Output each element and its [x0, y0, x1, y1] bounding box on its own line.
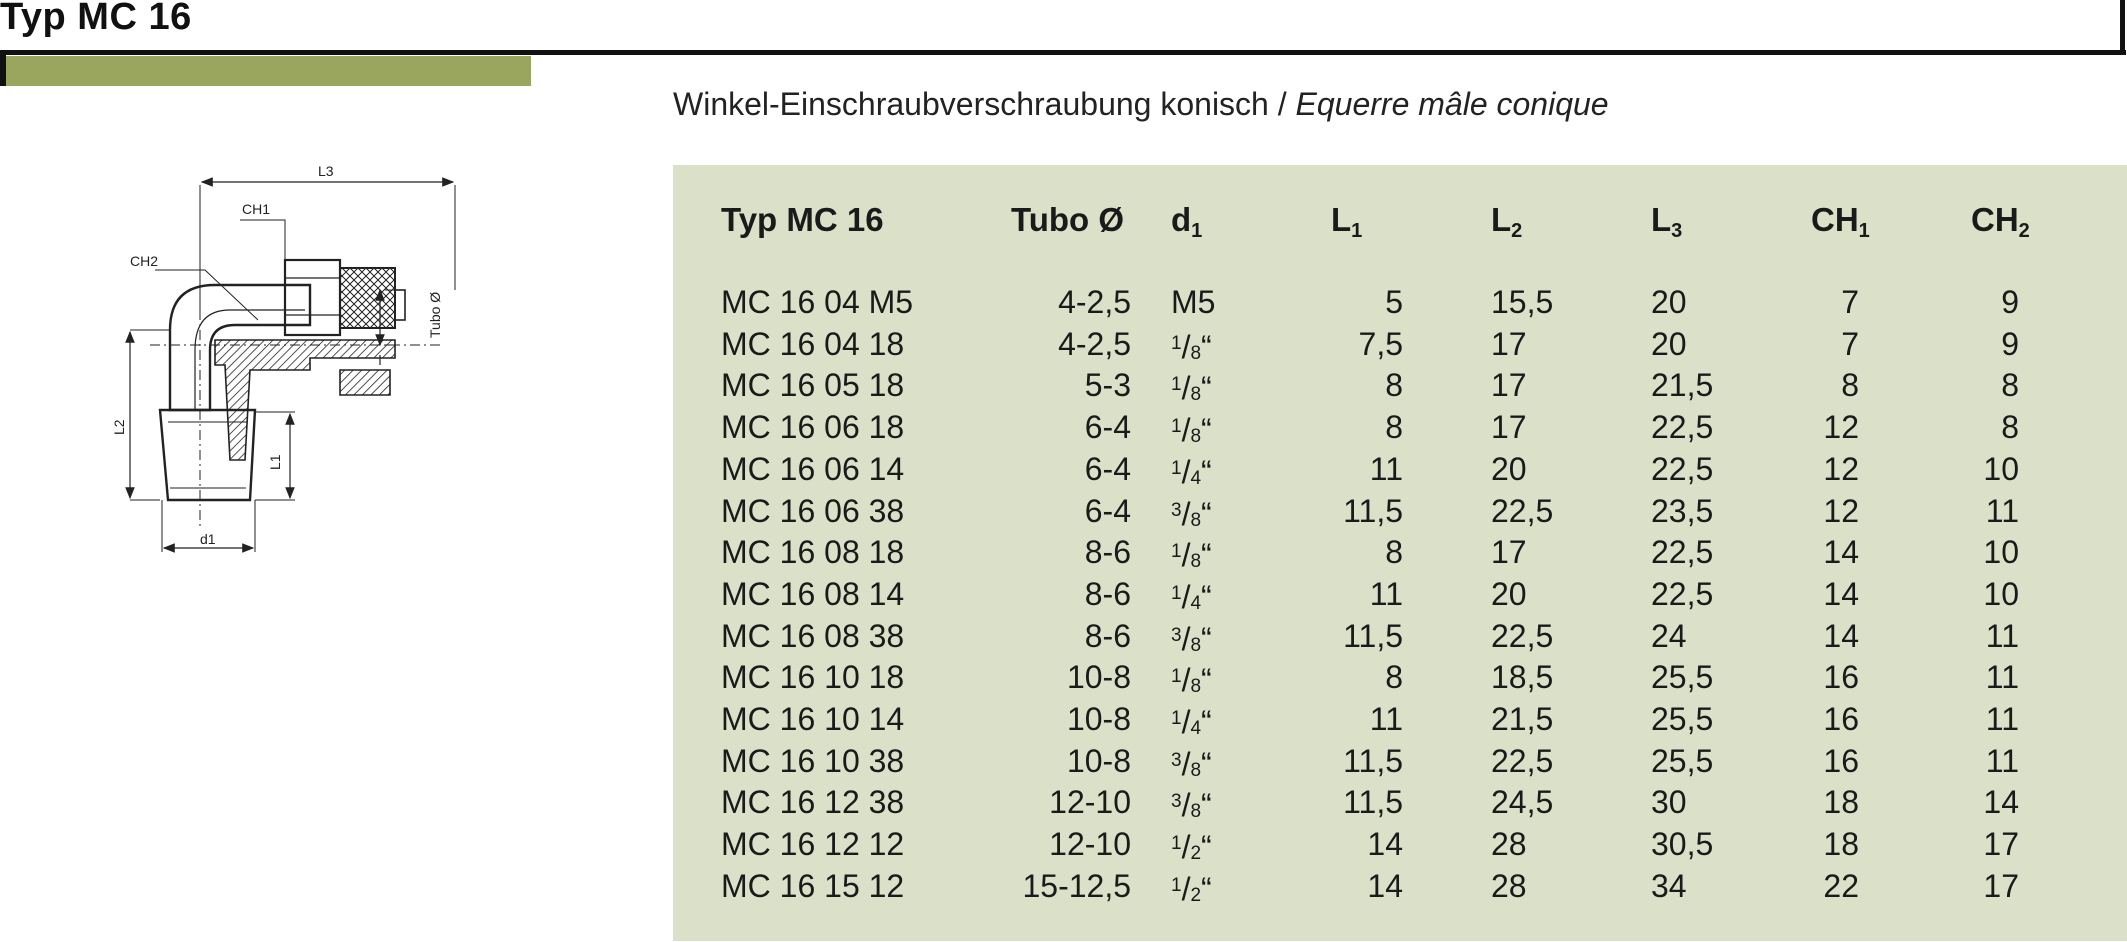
table-cell-l1: 5: [1385, 284, 1403, 320]
table-cell-d1: M5: [1171, 284, 1216, 320]
table-cell-typ: MC 16 06 14: [721, 450, 905, 487]
subtitle: [673, 86, 1609, 123]
thread-size-fraction: $^1$/4“: [1171, 578, 1212, 615]
table-cell-l3: 23,5: [1651, 492, 1714, 529]
table-cell-typ: MC 16 08 18: [721, 534, 905, 571]
table-cell-l3: 22,5: [1651, 450, 1714, 487]
thread-size-fraction: $^3$/8“: [1171, 787, 1212, 824]
table-cell-l2: 24,5: [1491, 784, 1554, 821]
table-cell-l1: 11,5: [1343, 492, 1403, 529]
table-cell-l2: 20: [1491, 450, 1527, 487]
table-cell-ch2: 9: [2001, 284, 2019, 320]
table-cell-ch1: 16: [1823, 742, 1859, 779]
table-cell-typ: MC 16 12 12: [721, 826, 905, 863]
table-cell-l1: 14: [1367, 826, 1403, 863]
table-cell-typ: MC 16 15 12: [721, 867, 905, 904]
table-cell-ch2: 11: [1985, 617, 2019, 654]
table-cell-l3: 20: [1651, 284, 1687, 320]
thread-size-fraction: $^3$/8“: [1171, 495, 1212, 532]
table-cell-l2: 15,5: [1491, 284, 1554, 320]
thread-size-fraction: $^1$/2“: [1171, 829, 1212, 866]
table-cell-tubo: 6-4: [1084, 450, 1131, 487]
thread-size-fraction: $^1$/2“: [1171, 870, 1212, 907]
table-cell-l1: 8: [1385, 659, 1403, 696]
table-cell-l3: 25,5: [1651, 701, 1714, 737]
table-cell-tubo: 6-4: [1084, 492, 1131, 529]
table-cell-ch2: 17: [1983, 867, 2019, 904]
table-cell-ch2: 8: [2001, 409, 2019, 446]
table-cell-l2: 22,5: [1491, 617, 1554, 654]
table-cell-typ: MC 16 10 14: [721, 701, 905, 737]
table-cell-l3: 24: [1651, 617, 1687, 654]
table-cell-l1: 11,5: [1343, 784, 1403, 821]
subtitle-separator: /: [1268, 86, 1296, 122]
table-cell-tubo: 8-6: [1084, 534, 1131, 571]
table-cell-ch1: 7: [1841, 325, 1859, 362]
column-header: [1651, 200, 1682, 251]
table-cell-typ: MC 16 08 14: [721, 575, 905, 612]
table-cell-l2: 17: [1491, 534, 1527, 571]
table-cell-ch2: 9: [2001, 325, 2019, 362]
ch2-label: CH2: [130, 253, 159, 269]
table-cell-typ: MC 16 06 38: [721, 492, 905, 529]
table-cell-l2: 18,5: [1491, 659, 1554, 696]
table-cell-tubo: 8-6: [1084, 617, 1131, 654]
page-title: Typ MC 16: [0, 0, 192, 38]
table-cell-ch1: 16: [1823, 701, 1859, 737]
column-header-text: L: [1331, 201, 1352, 238]
table-cell-tubo: 5-3: [1084, 367, 1131, 404]
table-cell-l1: 11: [1369, 450, 1403, 487]
thread-size-fraction: $^1$/8“: [1171, 537, 1212, 574]
table-cell-ch1: 22: [1823, 867, 1859, 904]
table-cell-ch2: 11: [1985, 492, 2019, 529]
table-cell-ch2: 10: [1983, 534, 2019, 571]
column-header: [1971, 200, 2030, 251]
thread-size-fraction: $^3$/8“: [1171, 620, 1212, 657]
table-cell-ch1: 14: [1823, 534, 1859, 571]
fitting-drawing: [111, 160, 530, 580]
table-cell-l3: 30,5: [1651, 826, 1714, 863]
table-cell-typ: MC 16 06 18: [721, 409, 905, 446]
table-cell-typ: MC 16 04 M5: [721, 284, 914, 320]
table-cell-tubo: 10-8: [1066, 742, 1131, 779]
table-cell-typ: MC 16 10 18: [721, 659, 905, 696]
table-cell-l1: 8: [1385, 534, 1403, 571]
l2-label: L2: [111, 419, 127, 435]
table-cell-ch1: 14: [1823, 617, 1859, 654]
column-header-text: d: [1171, 201, 1192, 238]
table-cell-tubo: 15-12,5: [1022, 867, 1131, 904]
table-cell-ch2: 11: [1985, 701, 2019, 737]
table-cell-ch2: 10: [1983, 575, 2019, 612]
table-cell-l1: 11,5: [1343, 742, 1403, 779]
table-cell-l1: 8: [1385, 409, 1403, 446]
table-cell-l3: 21,5: [1651, 367, 1714, 404]
column-header-text: L: [1491, 201, 1512, 238]
table-cell-ch2: 10: [1983, 450, 2019, 487]
thread-size-fraction: $^1$/4“: [1171, 453, 1212, 490]
column-header-subscript: 2: [1511, 220, 1523, 242]
table-cell-l3: 22,5: [1651, 409, 1714, 446]
table-cell-l1: 11: [1369, 701, 1403, 737]
table-cell-ch1: 18: [1823, 784, 1859, 821]
header-rule: [4, 50, 2126, 55]
column-header-subscript: 1: [1191, 220, 1203, 242]
table-cell-ch2: 17: [1983, 826, 2019, 863]
table-cell-tubo: 4-2,5: [1058, 284, 1131, 320]
table-cell-ch2: 14: [1983, 784, 2019, 821]
table-cell-ch1: 12: [1823, 450, 1859, 487]
l1-label: L1: [267, 454, 283, 470]
table-cell-ch1: 7: [1841, 284, 1859, 320]
column-header-subscript: 1: [1858, 220, 1870, 242]
header-rule-right: [2120, 0, 2125, 55]
table-cell-ch1: 16: [1823, 659, 1859, 696]
table-cell-typ: MC 16 12 38: [721, 784, 905, 821]
column-header-text: CH: [1971, 201, 2019, 238]
column-header-text: Tubo Ø: [1011, 201, 1125, 238]
table-cell-l3: 30: [1651, 784, 1687, 821]
table-cell-ch2: 11: [1985, 742, 2019, 779]
d1-label: d1: [200, 531, 216, 547]
table-cell-l2: 28: [1491, 826, 1527, 863]
table-cell-ch2: 8: [2001, 367, 2019, 404]
column-header: [721, 200, 884, 240]
column-header: [1331, 200, 1362, 251]
table-cell-ch1: 12: [1823, 409, 1859, 446]
column-header-text: CH: [1811, 201, 1859, 238]
table-cell-typ: MC 16 04 18: [721, 325, 905, 362]
table-cell-l1: 11,5: [1343, 617, 1403, 654]
table-cell-tubo: 10-8: [1066, 701, 1131, 737]
accent-bar: [6, 56, 531, 86]
thread-size-fraction: $^1$/8“: [1171, 662, 1212, 699]
subtitle-fr: Equerre mâle conique: [1295, 86, 1609, 122]
table-cell-tubo: 10-8: [1066, 659, 1131, 696]
column-header-subscript: 3: [1671, 220, 1683, 242]
l3-label: L3: [318, 163, 334, 179]
table-cell-l1: 7,5: [1358, 325, 1403, 362]
column-header-text: L: [1651, 201, 1672, 238]
table-cell-l2: 20: [1491, 575, 1527, 612]
table-cell-tubo: 12-10: [1049, 826, 1131, 863]
table-cell-ch1: 8: [1841, 367, 1859, 404]
table-cell-l3: 22,5: [1651, 534, 1714, 571]
table-cell-l2: 22,5: [1491, 742, 1554, 779]
table-cell-tubo: 4-2,5: [1058, 325, 1131, 362]
table-cell-ch1: 12: [1823, 492, 1859, 529]
subtitle-de: Winkel-Einschraubverschraubung konisch: [673, 86, 1269, 122]
thread-size-fraction: $^1$/8“: [1171, 328, 1212, 365]
table-cell-l3: 20: [1651, 325, 1687, 362]
table-cell-l2: 28: [1491, 867, 1527, 904]
column-header: [1171, 200, 1202, 251]
table-cell-d1: [1171, 866, 1251, 916]
table-cell-tubo: 8-6: [1084, 575, 1131, 612]
thread-size-fraction: $^1$/8“: [1171, 412, 1212, 449]
column-header-subscript: 2: [2018, 220, 2030, 242]
table-cell-l3: 34: [1651, 867, 1687, 904]
table-cell-tubo: 12-10: [1049, 784, 1131, 821]
tubo-label: Tubo Ø: [427, 291, 443, 338]
table-cell-l1: 8: [1385, 367, 1403, 404]
table-cell-l2: 21,5: [1491, 701, 1554, 737]
column-header: [1811, 200, 1870, 251]
table-cell-ch2: 11: [1985, 659, 2019, 696]
table-cell-l2: 22,5: [1491, 492, 1554, 529]
table-cell-typ: MC 16 05 18: [721, 367, 905, 404]
table-cell-l2: 17: [1491, 325, 1527, 362]
thread-size-fraction: $^3$/8“: [1171, 745, 1212, 782]
table-cell-l2: 17: [1491, 409, 1527, 446]
thread-size-fraction: $^1$/8“: [1171, 370, 1212, 407]
column-header: [1491, 200, 1522, 251]
column-header-text: Typ MC 16: [721, 201, 884, 238]
table-cell-l2: 17: [1491, 367, 1527, 404]
table-cell-tubo: 6-4: [1084, 409, 1131, 446]
column-header: [1011, 200, 1124, 240]
ch1-label: CH1: [242, 201, 271, 217]
table-cell-typ: MC 16 08 38: [721, 617, 905, 654]
table-cell-l3: 25,5: [1651, 659, 1714, 696]
column-header-subscript: 1: [1351, 220, 1363, 242]
table-cell-l1: 14: [1367, 867, 1403, 904]
table-cell-typ: MC 16 10 38: [721, 742, 905, 779]
table-cell-ch1: 14: [1823, 575, 1859, 612]
table-cell-l3: 22,5: [1651, 575, 1714, 612]
table-cell-ch1: 18: [1823, 826, 1859, 863]
thread-size-fraction: $^1$/4“: [1171, 704, 1212, 740]
table-cell-l1: 11: [1369, 575, 1403, 612]
dimension-table: [673, 165, 2127, 941]
table-cell-l3: 25,5: [1651, 742, 1714, 779]
